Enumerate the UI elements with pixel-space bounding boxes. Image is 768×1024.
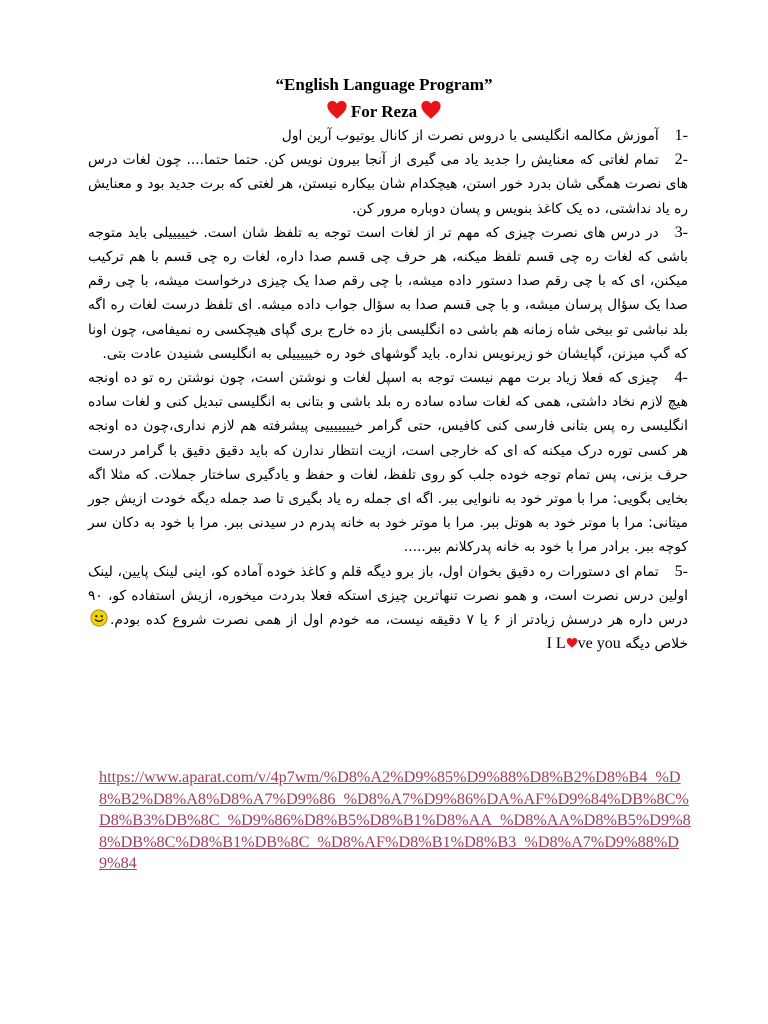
item-number: 3- [674,223,688,241]
heart-icon [420,99,442,121]
love-text: I L ve you [546,635,621,653]
list-item [88,560,688,657]
document-title: “English Language Program” [275,75,493,94]
numbered-list [88,124,688,656]
item-number: 4- [674,369,688,387]
smiley-icon [90,609,108,627]
heart-icon [326,99,348,121]
aparat-video-link[interactable]: https://www.aparat.com/v/4p7wm/%D8%A2%D9%85%D9%88%D8%B2%D8%B4_%D8%B2%D8%A8%D8%A7%D9%86_%D8%A7%D9%86%DA%AF%D9%84%DB%8C%D8%B3%DB%8C_%D9%86%D8%B5%D8%B1%D8%AA_%D8%AA%D8%B5%D9%88%DB%8C%D8%B1%DB%8C_%D8%AF%D8%B1%D8%B3_%D8%A7%D9%88%D9%84 [99,768,691,873]
item-text: تمام لغاتی که معنایش را جدید یاد می گیری از آنجا بیرون نویس کن. حتما حتما.... چون لغات درس های نصرت همگی شان بدرد خور استن، هیچکدام شان بیکاره نیستن، هر لغتی که برت جدید بود و معنایش ره یاد نداشتی، ده یک کاغذ بنویس و پسان دوباره مرور کن. [88,152,688,217]
item-text: در درس های نصرت چیزی که مهم تر از لغات است توجه به تلفظ شان است. خیییییلی باید متوجه باشی که لغات ره چی قسم تلفظ میکنه، هر حرف چی قسم صدا داره، لغات ره چی قسم با هم ترکیب میکنن، ای که با چی رقم صدا دستور داده میشه، با چی رقم صدا یک چیزی درخواست میشه، با چی رقم صدا یک سؤال پرسان میشه، و با چی قسم صدا به سؤال جواب داده میشه. ای تلفظ درست لغات ره اگه بلد نباشی تو بیخی شاه زمانه هم باشی ده انگلیسی باز ده خارج بری گپای هیچکسی ره نمیفامی، چون اونا که گپ میزنن، گپایشان خو زیرنویس نداره. باید گوشهای خود ره خیییییلی به انگلیسی شنیدن عادت بتی. [88,224,688,362]
subtitle-label: For Reza [350,102,418,121]
item-number: 1- [674,127,688,144]
item-text: آموزش مکالمه انگلیسی با دروس نصرت از کانال یوتیوب آرین اول [281,128,659,144]
item-number: 2- [674,151,688,169]
document-subtitle [0,99,768,125]
item-text: تمام ای دستورات ره دقیق بخوان اول، باز برو دیگه قلم و کاغذ خوده آماده کو، اینی لینک پایین، لینک اولین درس نصرت است، و همو نصرت تنهاترین چیزی استکه فعلا بدردت میخوره، ازیش استفاده کو، ۹۰ درس داره هر درسش زیادتر از ۶ یا ۷ دقیقه نیست، مه خودم اول از همی نصرت شروع کده بودم. [88,563,688,629]
item-tail-text: خلاص دیگه [625,636,688,653]
heart-icon [566,633,578,645]
item-number: 5- [674,562,688,580]
list-item [88,124,688,148]
item-text: چیزی که فعلا زیاد برت مهم نیست توجه به اسپل لغات و نوشتن است، چون نوشتن ره تو ده اونجه هیچ لازم نخاد داشتی، همی که لغات ساده ساده ره بلد باشی و بتانی به انگلیسی تبدیل کنی و لغات ساده انگلیسی ره پس بتانی فارسی کنی کافیس، حتی گرامر خیییییییی پیشرفته هم لازم نداری،چون ده اونجه هر کسی توره درک میکنه که ای که خارجی است، ازیت انتظار ندارن که باید دقیق دقیق با گرامر درست حرف بزنی، پس تمام توجه خوده جلب کو روی تلفظ، لغات و حفظ و یادگیری ساختار جملات. که مثلا اگه بخایی بگویی: مرا با موتر خود به نانوایی ببر. اگه ای جمله ره یاد بگیری تا صد جمله دیگه خودت ازیش جور میتانی: مرا با موتر خود به هوتل ببر. مرا با موتر خود به خانه پدرم در سیدنی ببر. مرا با خود به دکان سر کوچه ببر. برادر مرا با خود به خانه پدرکلانم ببر..... [88,370,688,556]
list-item [88,148,688,221]
list-item [88,221,688,366]
list-item [88,366,688,560]
